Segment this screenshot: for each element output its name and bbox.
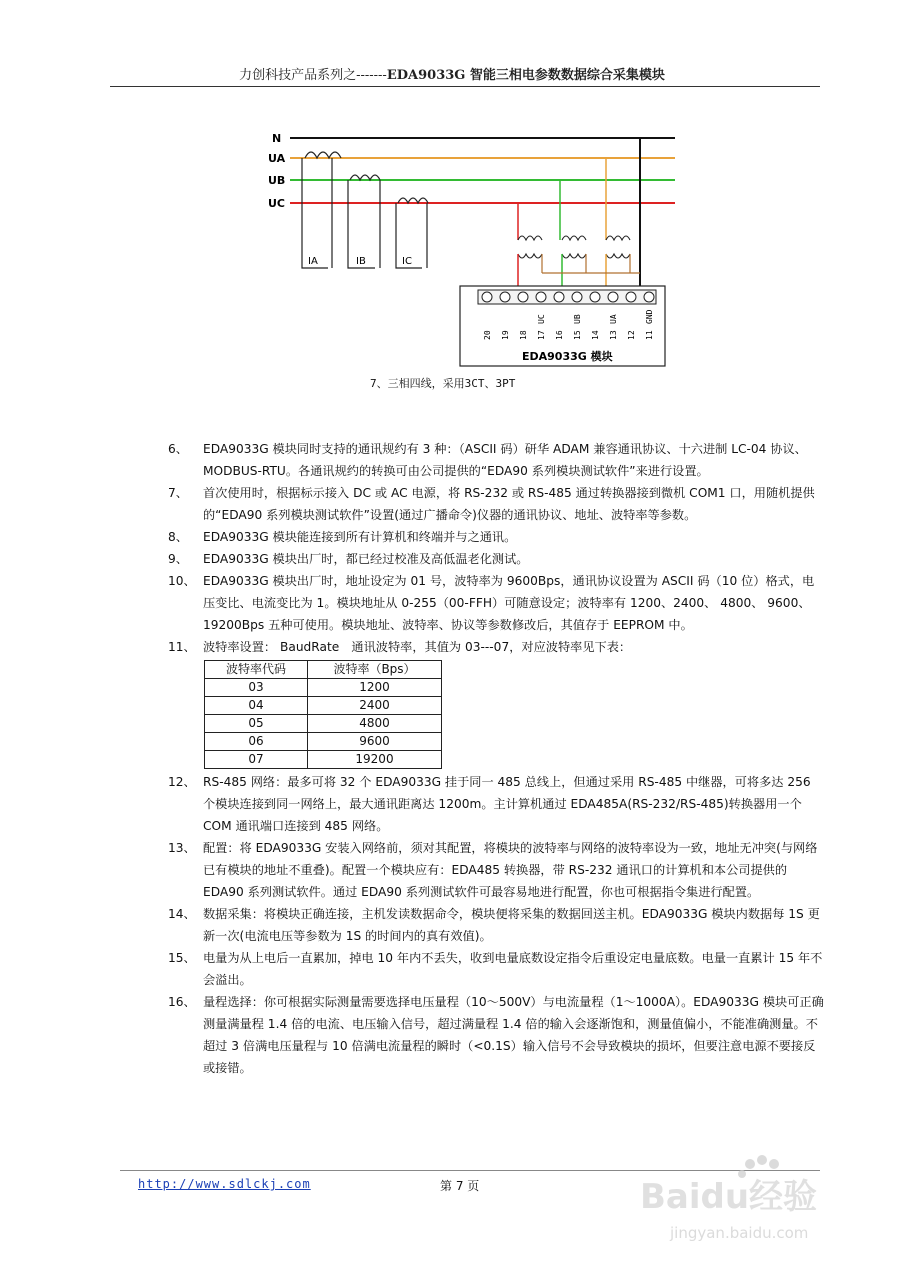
ct-label-IA: IA [308, 256, 318, 267]
page-header [0, 64, 904, 83]
spec-list [168, 438, 826, 1079]
svg-text:17: 17 [537, 330, 546, 340]
list-item: 6、 EDA9033G 模块同时支持的通讯规约有 3 种：（ASCII 码）研华 ADAM 兼容通讯协议、十六进制 LC-04 协议、MODBUS-RTU。各通讯规约的转换可由公司提供的“EDA90 系列模块测试软件”来进行设置。 [168, 442, 807, 478]
svg-text:Baidu经验: Baidu经验 [640, 1177, 818, 1217]
line-label-UA: UA [268, 152, 286, 165]
table-row: 04 2400 [205, 697, 442, 715]
list-item: 7、 首次使用时，根据标示接入 DC 或 AC 电源，将 RS-232 或 RS-485 通过转换器接到微机 COM1 口，用随机提供的“EDA90 系列模块测试软件”设置(通过广播命令)仪器的通讯协议、地址、波特率等参数。 [168, 486, 815, 522]
header-rule [110, 86, 820, 87]
svg-text:GND: GND [645, 309, 654, 324]
list-item: 14、 数据采集：将模块正确连接，主机发读数据命令，模块便将采集的数据回送主机。EDA9033G 模块内数据每 1S 更新一次(电流电压等参数为 1S 的时间内的真有效值)。 [168, 907, 820, 943]
svg-text:11: 11 [645, 330, 654, 340]
svg-text:UC: UC [537, 314, 546, 324]
line-label-N: N [272, 132, 282, 145]
page-number: 第 7 页 [440, 1179, 480, 1193]
svg-text:18: 18 [519, 330, 528, 340]
footer-url-link[interactable]: http://www.sdlckj.com [138, 1177, 311, 1191]
header-prefix: 力创科技产品系列之------- [239, 68, 387, 83]
header-title: EDA9033G 智能三相电参数数据综合采集模块 [386, 68, 665, 83]
list-item: 16、 量程选择：你可根据实际测量需要选择电压量程（10～500V）与电流量程（1～1000A）。EDA9033G 模块可正确测量满量程 1.4 倍的电流、电压输入信号，超过满量程 1.4 倍的输入会逐渐饱和，测量值偏小，不能准确测量。不超过 3 倍满电压量程与 10 倍满电流量程的瞬时（<0.1S）输入信号不会导致模块的损坏，但要注意电源不要接反或接错。 [168, 995, 824, 1075]
svg-text:14: 14 [591, 330, 600, 340]
svg-text:20: 20 [483, 330, 492, 340]
list-item: 12、 RS-485 网络：最多可将 32 个 EDA9033G 挂于同一 485 总线上，但通过采用 RS-485 中继器，可将多达 256 个模块连接到同一网络上，最大通讯距离达 1200m。主计算机通过 EDA485A(RS-232/RS-485)转换器用一个 COM 通讯端口连接到 485 网络。 [168, 775, 811, 833]
ct-IB [348, 175, 380, 268]
svg-text:UA: UA [609, 314, 618, 324]
ct-label-IC: IC [402, 256, 412, 267]
svg-text:16: 16 [555, 330, 564, 340]
list-item: 9、 EDA9033G 模块出厂时，都已经过校准及高低温老化测试。 [168, 552, 529, 566]
baidu-watermark [640, 1150, 840, 1250]
svg-text:19: 19 [501, 330, 510, 340]
wiring-diagram [250, 128, 700, 400]
module-label: EDA9033G 模块 [522, 350, 613, 363]
list-item: 11、 波特率设置： BaudRate 通讯波特率，其值为 03---07，对应波特率见下表： [168, 640, 632, 654]
table-row: 06 9600 [205, 733, 442, 751]
ct-IC [396, 198, 428, 268]
list-item: 15、 电量为从上电后一直累加，掉电 10 年内不丢失，收到电量底数设定指令后重设定电量底数。电量一直累计 15 年不会溢出。 [168, 951, 823, 987]
diagram-caption: 7、三相四线，采用3CT、3PT [370, 377, 516, 390]
ct-IA [302, 152, 341, 268]
table-row: 03 1200 [205, 679, 442, 697]
baud-rate-table: 波特率代码 波特率（Bps） 03 1200 04 2400 05 4800 06 9600 07 19200 [204, 660, 442, 769]
pt-coils [518, 236, 630, 258]
svg-text:jingyan.baidu.com: jingyan.baidu.com [670, 1224, 809, 1242]
svg-text:13: 13 [609, 330, 618, 340]
list-item: 8、 EDA9033G 模块能连接到所有计算机和终端并与之通讯。 [168, 530, 517, 544]
svg-text:12: 12 [627, 330, 636, 340]
table-row: 07 19200 [205, 751, 442, 769]
table-row: 05 4800 [205, 715, 442, 733]
line-label-UC: UC [268, 197, 286, 210]
svg-text:UB: UB [573, 314, 582, 324]
line-label-UB: UB [268, 174, 286, 187]
ct-label-IB: IB [356, 256, 366, 267]
svg-text:15: 15 [573, 330, 582, 340]
list-item: 13、 配置：将 EDA9033G 安装入网络前，须对其配置，将模块的波特率与网络的波特率设为一致，地址无冲突(与网络已有模块的地址不重叠)。配置一个模块应有：EDA485 转换器，带 RS-232 通讯口的计算机和本公司提供的 EDA90 系列测试软件。通过 EDA90 系列测试软件可最容易地进行配置，你也可根据指令集进行配置。 [168, 841, 818, 899]
list-item: 10、 EDA9033G 模块出厂时，地址设定为 01 号，波特率为 9600Bps，通讯协议设置为 ASCII 码（10 位）格式，电压变比、电流变比为 1。模块地址从 0-255（00-FFH）可随意设定；波特率有 1200、2400、 4800、 9600、19200Bps 五种可使用。模块地址、波特率、协议等参数修改后，其值存于 EEPROM 中。 [168, 574, 815, 632]
